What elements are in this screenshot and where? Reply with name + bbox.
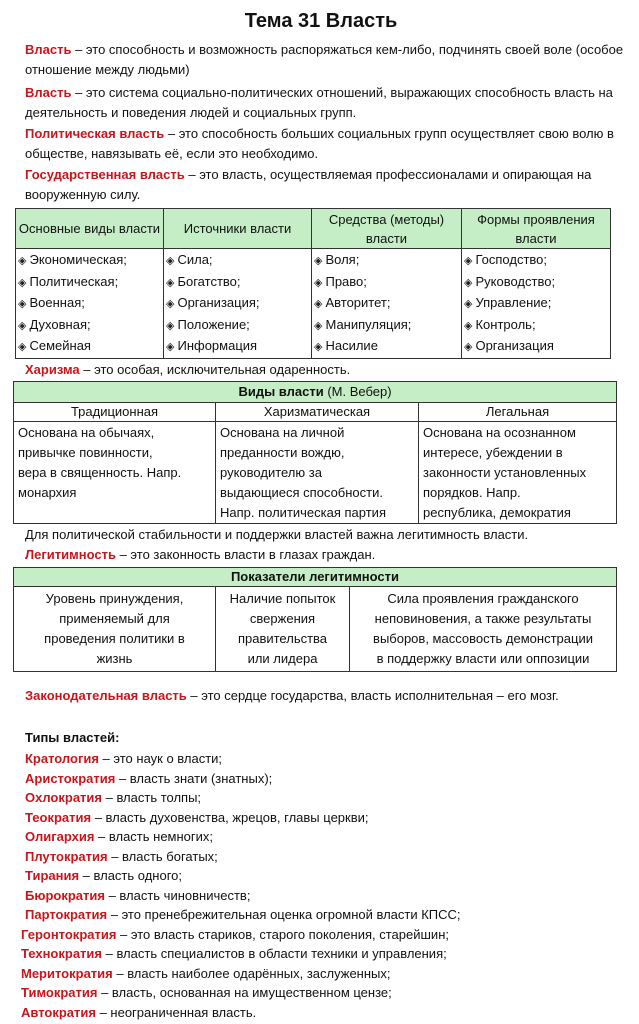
- definition-power-2: [25, 83, 627, 122]
- definition-legislative-power: [25, 686, 627, 706]
- definition-legitimacy: [25, 545, 627, 565]
- cell-line: монархия: [18, 485, 77, 500]
- definition-text: – власть, основанная на имущественном цензе;: [97, 985, 392, 1000]
- definition-text: – власть толпы;: [102, 790, 202, 805]
- term: Кратология: [25, 751, 99, 766]
- term: Политическая власть: [25, 126, 165, 141]
- table-title-row: [14, 568, 617, 587]
- list-item: [25, 788, 627, 808]
- list-item: [21, 925, 627, 945]
- term: Меритократия: [21, 965, 113, 981]
- table-row: [16, 249, 611, 359]
- definition-text: – это власть, осуществляемая профессионалами и опирающая на вооруженную силу.: [25, 167, 592, 202]
- definition-political-power: [25, 124, 627, 163]
- definition-text: – власть наиболее одарённых, заслуженных;: [112, 965, 391, 981]
- cell-line: руководителю за: [220, 465, 322, 480]
- table-header: Харизматическая: [216, 403, 419, 422]
- list-item: ◈ Богатство;: [166, 272, 309, 294]
- cell-line: проведения политики в: [44, 631, 185, 646]
- cell-line: Основана на обычаях,: [18, 425, 155, 440]
- term: Теократия: [25, 809, 92, 825]
- table-header: Легальная: [419, 403, 617, 422]
- table-title-author: (М. Вебер): [323, 384, 392, 399]
- list-item: ◈ Насилие: [314, 336, 459, 358]
- list-item: [21, 944, 627, 964]
- list-item: ◈ Организация: [464, 336, 608, 358]
- stability-note: Для политической стабильности и поддержки властей важна легитимность власти.: [25, 527, 529, 542]
- list-item: [25, 905, 627, 925]
- list-item: [25, 749, 627, 769]
- term: Бюрократия: [25, 887, 105, 903]
- cell-line: вера в священность. Напр.: [18, 465, 182, 480]
- list-item: ◈ Воля;: [314, 250, 459, 272]
- table-cell: [14, 587, 216, 672]
- table-cell: [164, 249, 312, 359]
- table-cell: [14, 422, 216, 524]
- cell-line: неповиновения, а также результаты: [374, 611, 592, 626]
- definition-text: – это особая, исключительная одаренность.: [79, 361, 351, 377]
- table-cell: [16, 249, 164, 359]
- term: Государственная власть: [25, 167, 185, 182]
- list-item: ◈ Контроль;: [464, 315, 608, 337]
- table-cell: [350, 587, 617, 672]
- table-cell: [462, 249, 611, 359]
- list-item: ◈ Положение;: [166, 315, 309, 337]
- legitimacy-indicators-table: [13, 567, 617, 672]
- term: Тирания: [25, 868, 80, 883]
- table-cell: [216, 587, 350, 672]
- list-item: [21, 1003, 627, 1023]
- table-header: Источники власти: [164, 209, 312, 249]
- definition-text: – власть чиновничеств;: [104, 887, 251, 903]
- power-types-list: [21, 749, 627, 1022]
- list-item: [21, 964, 627, 984]
- table-cell: [216, 422, 419, 524]
- cell-line: Основана на личной: [220, 425, 345, 440]
- list-item: ◈ Управление;: [464, 293, 608, 315]
- list-item: ◈ Военная;: [18, 293, 161, 315]
- table-title-bold: Виды власти: [238, 384, 324, 399]
- list-item: ◈ Духовная;: [18, 315, 161, 337]
- term: Власть: [25, 42, 72, 57]
- term: Тимократия: [21, 985, 98, 1000]
- table-header: Средства (методы) власти: [312, 209, 462, 249]
- list-item: ◈ Авторитет;: [314, 293, 459, 315]
- definition-state-power: [25, 165, 627, 204]
- cell-line: свержения: [249, 611, 316, 626]
- definition-text: – это способность и возможность распоряжаться кем-либо, подчинять своей воле (особое отношение между людьми): [25, 42, 624, 77]
- definition-power-1: [25, 40, 627, 79]
- cell-line: преданности вождю,: [220, 445, 345, 460]
- definition-text: – неограниченная власть.: [95, 1004, 257, 1020]
- list-item: ◈ Семейная: [18, 336, 161, 358]
- term: Плутократия: [25, 848, 108, 864]
- term: Охлократия: [25, 790, 102, 805]
- cell-line: Наличие попыток: [229, 591, 336, 606]
- definition-text: – это пренебрежительная оценка огромной власти КПСС;: [107, 907, 461, 922]
- cell-line: законности установленных: [423, 465, 587, 480]
- list-item: [25, 769, 627, 789]
- definition-text: – власть богатых;: [107, 848, 218, 864]
- cell-line: или лидера: [247, 651, 318, 666]
- table-header-row: [16, 209, 611, 249]
- list-item: [25, 886, 627, 906]
- definition-text: – власть немногих;: [94, 829, 214, 844]
- table-row: [14, 422, 617, 524]
- term: Аристократия: [25, 770, 116, 786]
- table-row: [14, 587, 617, 672]
- table-cell: [419, 422, 617, 524]
- cell-line: Напр. политическая партия: [220, 505, 386, 520]
- cell-line: правительства: [237, 631, 328, 646]
- cell-line: Сила проявления гражданского: [387, 591, 579, 606]
- table-title-row: [14, 382, 617, 403]
- list-item: [25, 808, 627, 828]
- table-header: Основные виды власти: [16, 209, 164, 249]
- definition-text: – это наук о власти;: [98, 751, 223, 766]
- table-title: Показатели легитимности: [14, 568, 617, 587]
- definition-text: – это законность власти в глазах граждан.: [115, 546, 376, 562]
- cell-line: порядков. Напр.: [423, 485, 521, 500]
- list-item: ◈ Право;: [314, 272, 459, 294]
- definition-charisma: [25, 360, 627, 380]
- list-item: [25, 866, 627, 886]
- definition-text: – власть духовенства, жрецов, главы церкви;: [91, 809, 369, 825]
- list-item: ◈ Руководство;: [464, 272, 608, 294]
- page-title: Тема 31 Власть: [244, 10, 398, 32]
- cell-line: выборов, массовость демонстрации: [373, 631, 593, 646]
- table-header: Традиционная: [14, 403, 216, 422]
- definition-text: – власть знати (знатных);: [115, 770, 273, 786]
- cell-line: выдающиеся способности.: [220, 485, 383, 500]
- term: Автократия: [21, 1004, 96, 1020]
- cell-line: применяемый для: [59, 611, 170, 626]
- weber-power-types-table: [13, 381, 617, 524]
- term: Олигархия: [25, 829, 95, 844]
- list-item: [25, 847, 627, 867]
- definition-text: – власть специалистов в области техники и управления;: [102, 946, 447, 961]
- cell-line: Уровень принуждения,: [45, 591, 184, 606]
- list-item: ◈ Сила;: [166, 250, 309, 272]
- definition-text: – это способность больших социальных групп осуществляет свою волю в обществе, навязывать её, если это необходимо.: [25, 126, 614, 161]
- types-heading: Типы властей:: [25, 729, 120, 745]
- term: Легитимность: [25, 546, 116, 562]
- cell-line: Основана на осознанном: [423, 425, 576, 440]
- table-header: Формы проявления власти: [462, 209, 611, 249]
- cell-line: республика, демократия: [423, 505, 571, 520]
- list-item: ◈ Господство;: [464, 250, 608, 272]
- list-item: ◈ Информация: [166, 336, 309, 358]
- definition-text: – это власть стариков, старого поколения, старейшин;: [116, 926, 449, 942]
- definition-text: – это сердце государства, власть исполнительная – его мозг.: [186, 688, 559, 703]
- list-item: ◈ Экономическая;: [18, 250, 161, 272]
- list-item: [21, 983, 627, 1003]
- table-title: [14, 382, 617, 403]
- term: Законодательная власть: [25, 688, 187, 703]
- table-header-row: [14, 403, 617, 422]
- term: Геронтократия: [21, 926, 117, 942]
- term: Харизма: [25, 361, 80, 377]
- table-cell: [312, 249, 462, 359]
- list-item: [25, 827, 627, 847]
- definitions: [25, 40, 627, 204]
- cell-line: жизнь: [96, 651, 133, 666]
- term: Партократия: [25, 907, 108, 922]
- cell-line: интересе, убеждении в: [423, 445, 563, 460]
- definition-text: – это система социально-политических отношений, выражающих способность власть на деятельность и поведения людей и социальных групп.: [25, 85, 613, 120]
- term: Технократия: [21, 946, 102, 961]
- term: Власть: [25, 85, 72, 100]
- list-item: ◈ Манипуляция;: [314, 315, 459, 337]
- definition-text: – власть одного;: [79, 868, 182, 883]
- power-types-table: [15, 208, 611, 359]
- list-item: ◈ Организация;: [166, 293, 309, 315]
- cell-line: в поддержку власти или оппозиции: [376, 651, 590, 666]
- cell-line: привычке повинности,: [18, 445, 153, 460]
- list-item: ◈ Политическая;: [18, 272, 161, 294]
